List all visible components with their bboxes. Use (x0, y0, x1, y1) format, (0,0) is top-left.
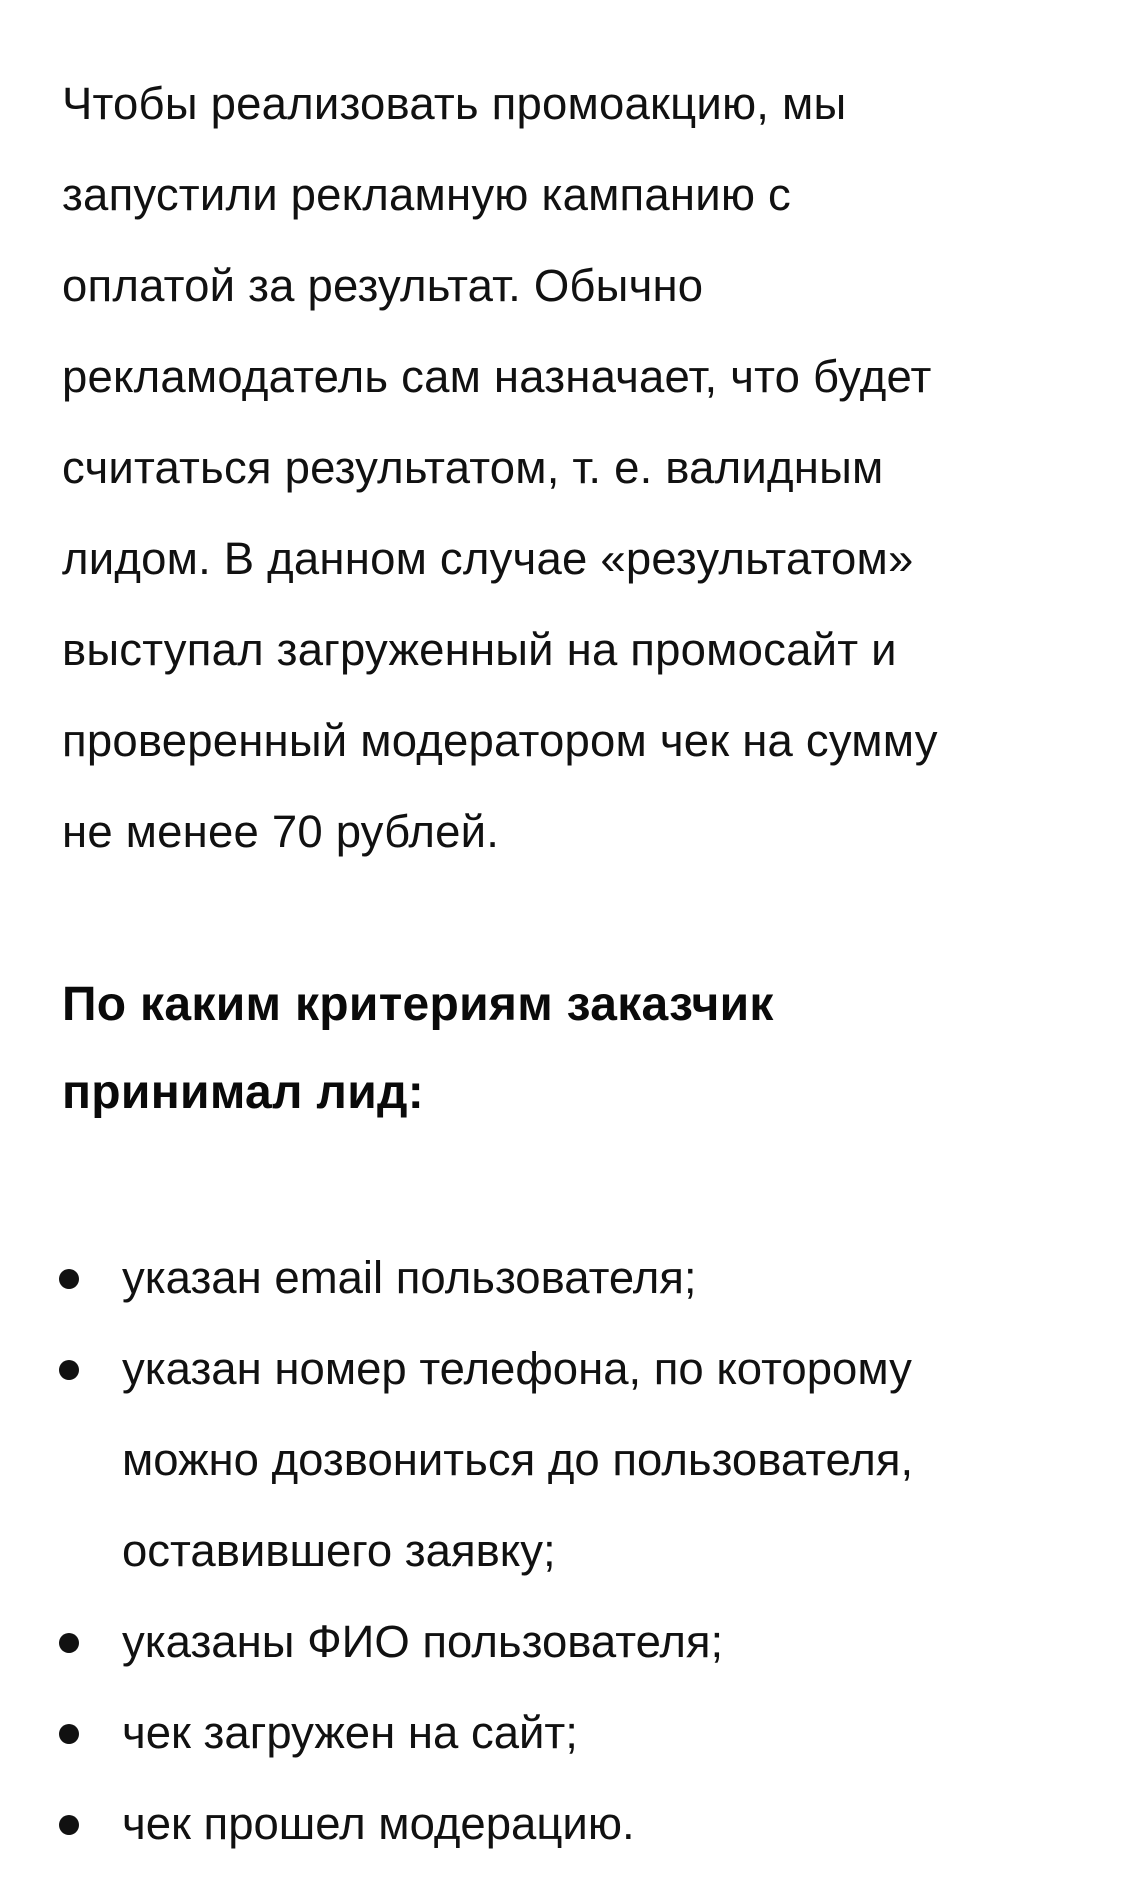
intro-line: выступал загруженный на промосайт и (62, 624, 897, 675)
criteria-text: указаны ФИО пользователя; (122, 1616, 724, 1667)
criteria-text: оставившего заявку; (122, 1525, 556, 1576)
criteria-text: чек загружен на сайт; (122, 1707, 578, 1758)
intro-line: запустили рекламную кампанию с (62, 169, 791, 220)
heading-line: По каким критериям заказчик (62, 978, 774, 1031)
criteria-text: чек прошел модерацию. (122, 1798, 635, 1849)
criteria-list (62, 1232, 1062, 1869)
intro-line: рекламодатель сам назначает, что будет (62, 351, 932, 402)
heading-line: принимал лид: (62, 1066, 425, 1119)
criteria-heading (62, 961, 1062, 1137)
list-item (62, 1778, 1062, 1869)
criteria-text: указан email пользователя; (122, 1252, 697, 1303)
bullet-icon (59, 1724, 79, 1744)
list-item (62, 1687, 1062, 1778)
article-content (62, 58, 1062, 1869)
bullet-icon (59, 1360, 79, 1380)
intro-line: оплатой за результат. Обычно (62, 260, 704, 311)
criteria-text: можно дозвониться до пользователя, (122, 1434, 914, 1485)
list-item (62, 1596, 1062, 1687)
list-item (62, 1323, 1062, 1596)
intro-line: считаться результатом, т. е. валидным (62, 442, 884, 493)
intro-line: проверенный модератором чек на сумму (62, 715, 938, 766)
bullet-icon (59, 1269, 79, 1289)
bullet-icon (59, 1815, 79, 1835)
list-item (62, 1232, 1062, 1323)
criteria-text: указан номер телефона, по которому (122, 1343, 912, 1394)
intro-line: лидом. В данном случае «результатом» (62, 533, 914, 584)
bullet-icon (59, 1633, 79, 1653)
intro-paragraph (62, 58, 1062, 877)
intro-line: не менее 70 рублей. (62, 806, 500, 857)
intro-line: Чтобы реализовать промоакцию, мы (62, 78, 847, 129)
